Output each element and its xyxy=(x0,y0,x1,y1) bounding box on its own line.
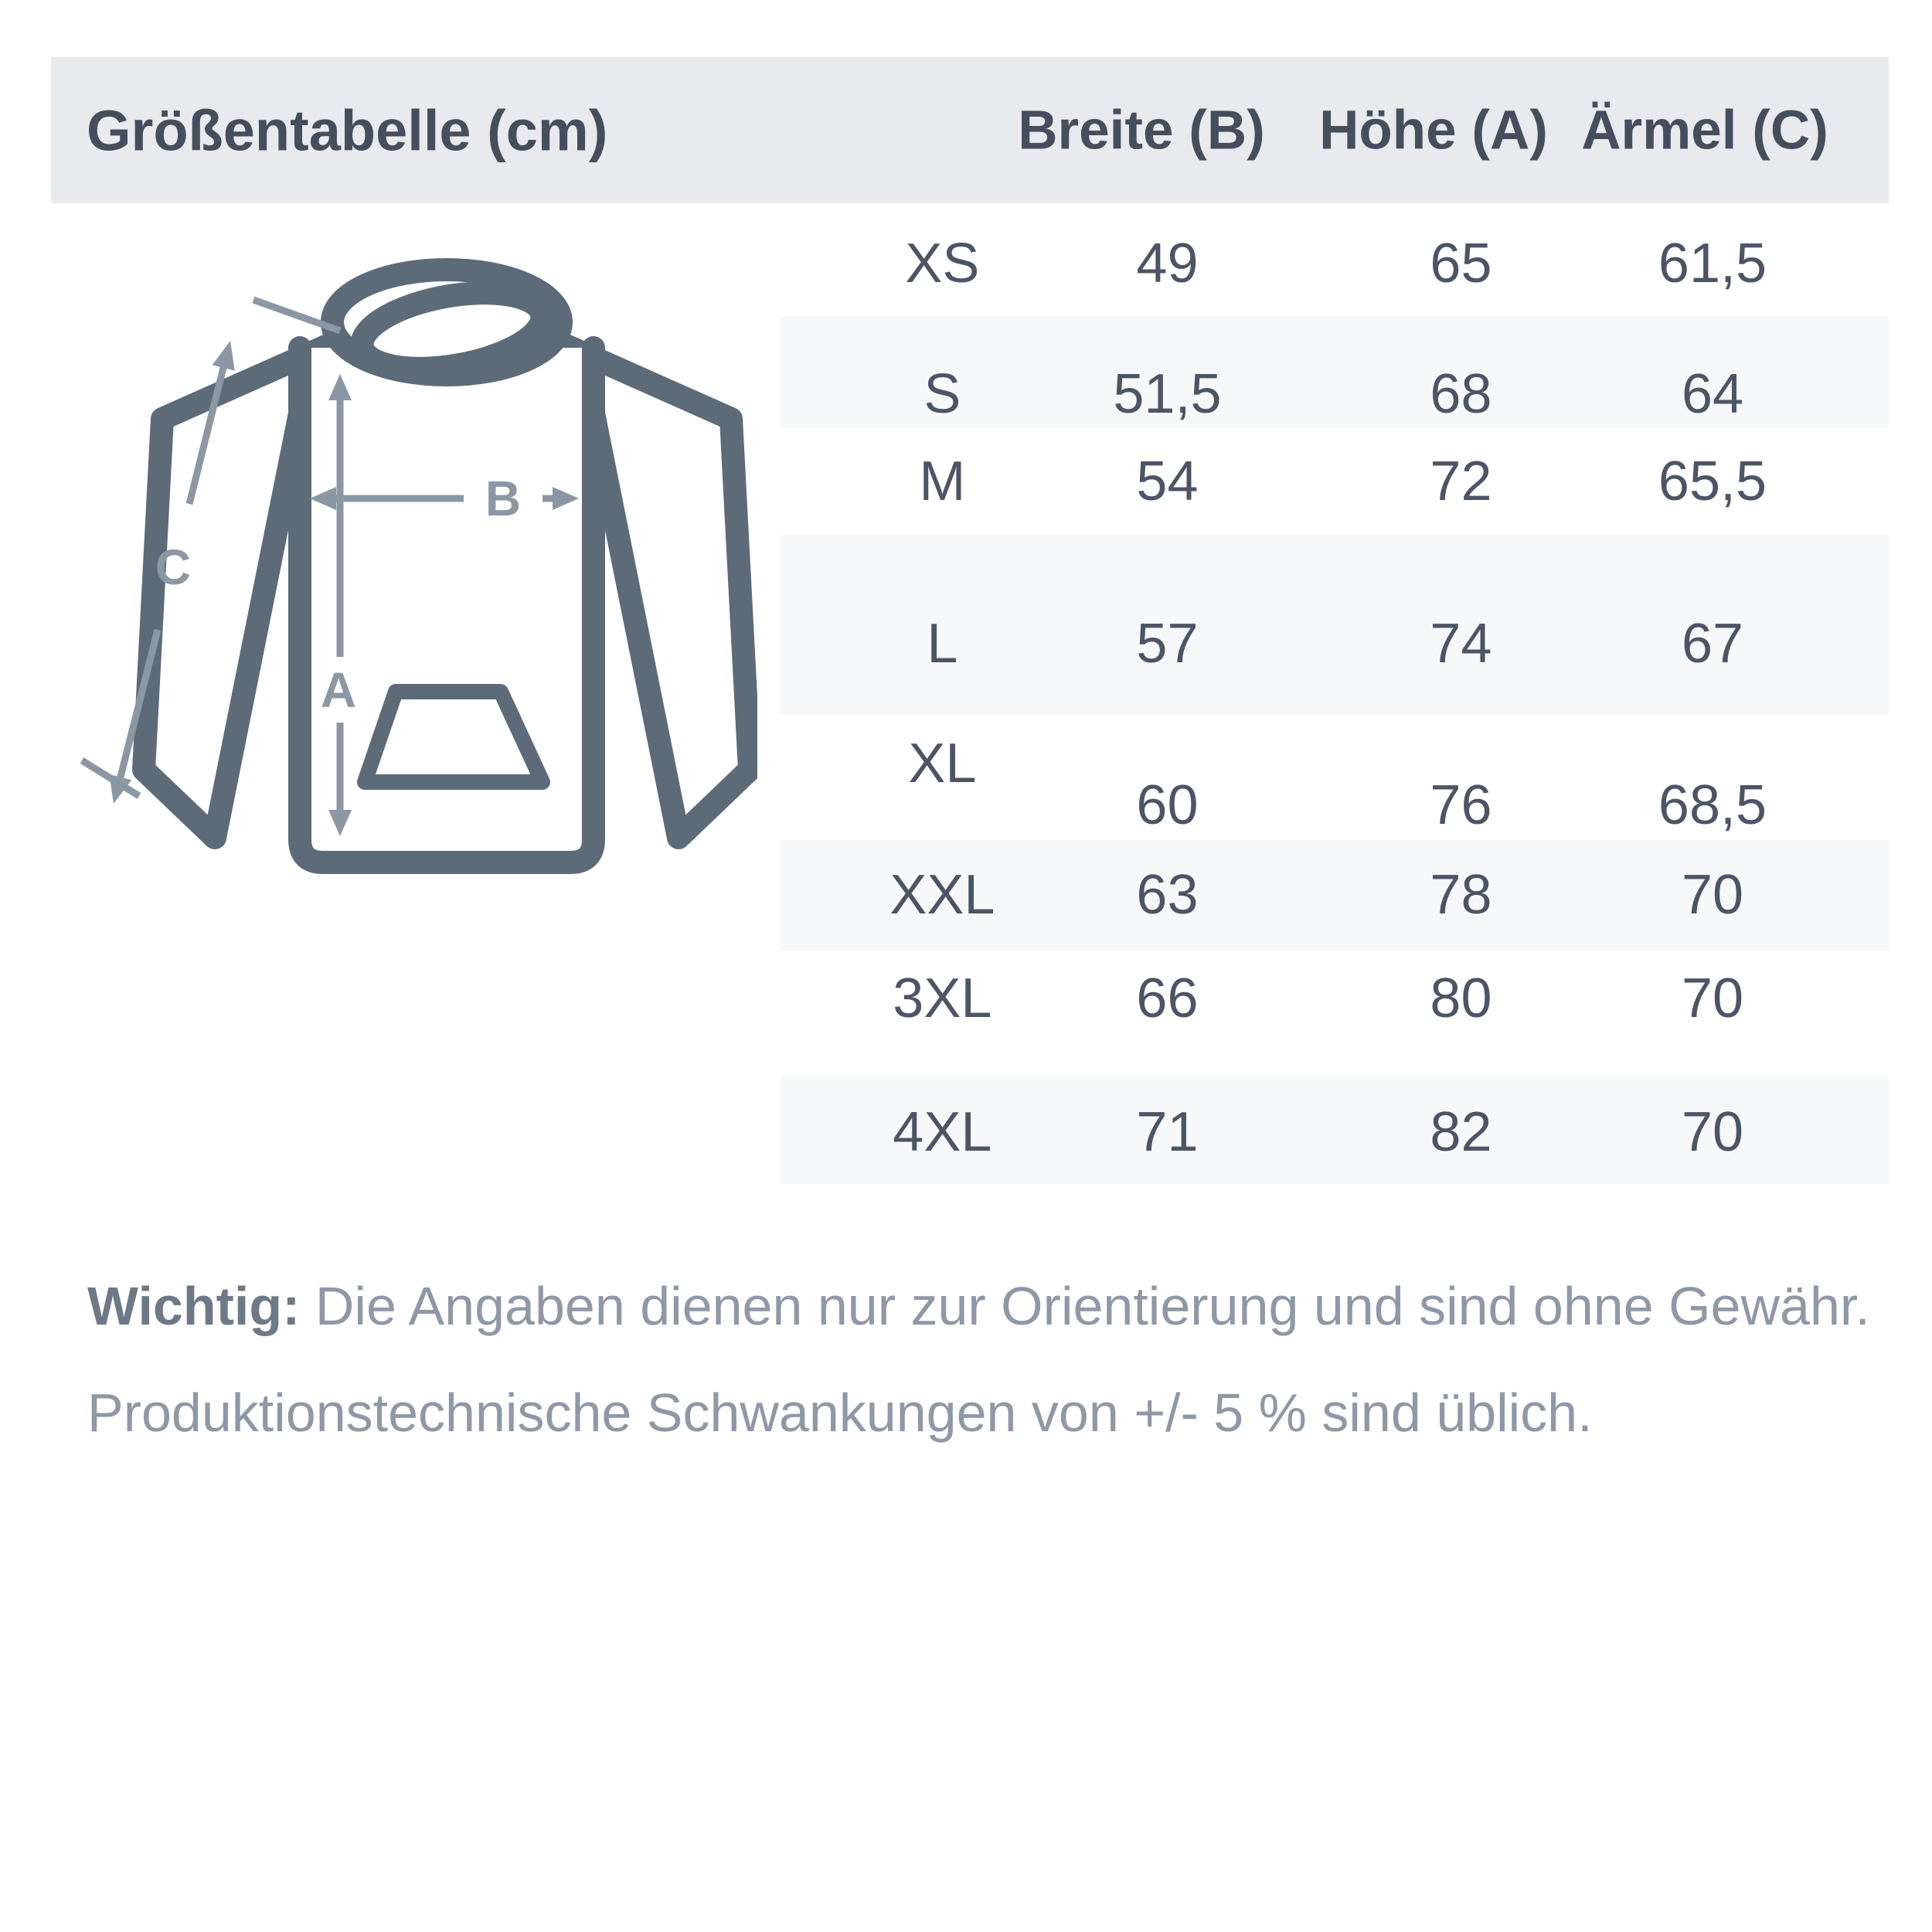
breite-value: 49 xyxy=(1136,233,1199,294)
page-title: Größentabelle (cm) xyxy=(87,98,608,162)
column-header-breite: Breite (B) xyxy=(1018,100,1265,161)
aermel-value: 70 xyxy=(1681,1101,1744,1163)
measure-label-c: C xyxy=(155,539,192,595)
disclaimer-text-1: Die Angaben dienen nur zur Orientierung und sind ohne Gewähr. xyxy=(315,1276,1870,1336)
hoodie-measurement-diagram xyxy=(62,224,757,904)
disclaimer-note xyxy=(87,1253,1870,1466)
size-label: M xyxy=(919,451,966,512)
aermel-value: 70 xyxy=(1681,968,1744,1029)
hoehe-value: 78 xyxy=(1430,864,1492,926)
size-row-4xl xyxy=(781,1076,1889,1184)
hoehe-value: 72 xyxy=(1430,451,1492,512)
disclaimer-label: Wichtig: xyxy=(87,1276,301,1336)
size-label: L xyxy=(927,613,958,675)
disclaimer-text-2: Produktionstechnische Schwankungen von +/- 5 % sind üblich. xyxy=(87,1383,1593,1443)
aermel-value: 64 xyxy=(1681,363,1744,425)
breite-value: 66 xyxy=(1136,968,1199,1029)
size-row-3xl xyxy=(781,951,1889,1076)
hoehe-value: 68 xyxy=(1430,363,1492,425)
size-row-s xyxy=(781,317,1889,427)
measure-label-b: B xyxy=(485,471,522,526)
size-label: XXL xyxy=(889,864,995,926)
breite-value: 57 xyxy=(1136,613,1199,675)
measure-label-a: A xyxy=(320,662,357,718)
breite-value: 63 xyxy=(1136,864,1199,926)
hoehe-value: 82 xyxy=(1430,1101,1492,1163)
size-label: XL xyxy=(908,733,977,794)
disclaimer-line-2 xyxy=(87,1359,1870,1466)
breite-value: 51,5 xyxy=(1113,363,1222,425)
column-header-aermel: Ärmel (C) xyxy=(1581,100,1828,161)
hoehe-value: 74 xyxy=(1430,613,1492,675)
hoehe-value: 76 xyxy=(1430,774,1492,836)
size-row-xxl xyxy=(781,840,1889,951)
breite-value: 60 xyxy=(1136,774,1199,836)
aermel-value: 67 xyxy=(1681,613,1744,675)
aermel-value: 65,5 xyxy=(1658,451,1767,512)
size-label: 4XL xyxy=(893,1101,992,1163)
aermel-value: 70 xyxy=(1681,864,1744,926)
size-label: XS xyxy=(905,233,980,294)
aermel-value: 61,5 xyxy=(1658,233,1767,294)
breite-value: 71 xyxy=(1136,1101,1199,1163)
aermel-value: 68,5 xyxy=(1658,774,1767,836)
hoehe-value: 65 xyxy=(1430,233,1492,294)
size-label: 3XL xyxy=(893,968,992,1029)
size-row-xl xyxy=(781,715,1889,840)
size-row-m xyxy=(781,427,1889,535)
arrowhead-c-up xyxy=(213,341,235,371)
header-bar xyxy=(51,57,1889,203)
size-row-xs xyxy=(781,203,1889,317)
column-header-hoehe: Höhe (A) xyxy=(1319,100,1548,161)
size-row-l xyxy=(781,535,1889,715)
hoehe-value: 80 xyxy=(1430,968,1492,1029)
breite-value: 54 xyxy=(1136,451,1199,512)
disclaimer-line-1 xyxy=(87,1253,1870,1359)
size-label: S xyxy=(923,363,961,425)
